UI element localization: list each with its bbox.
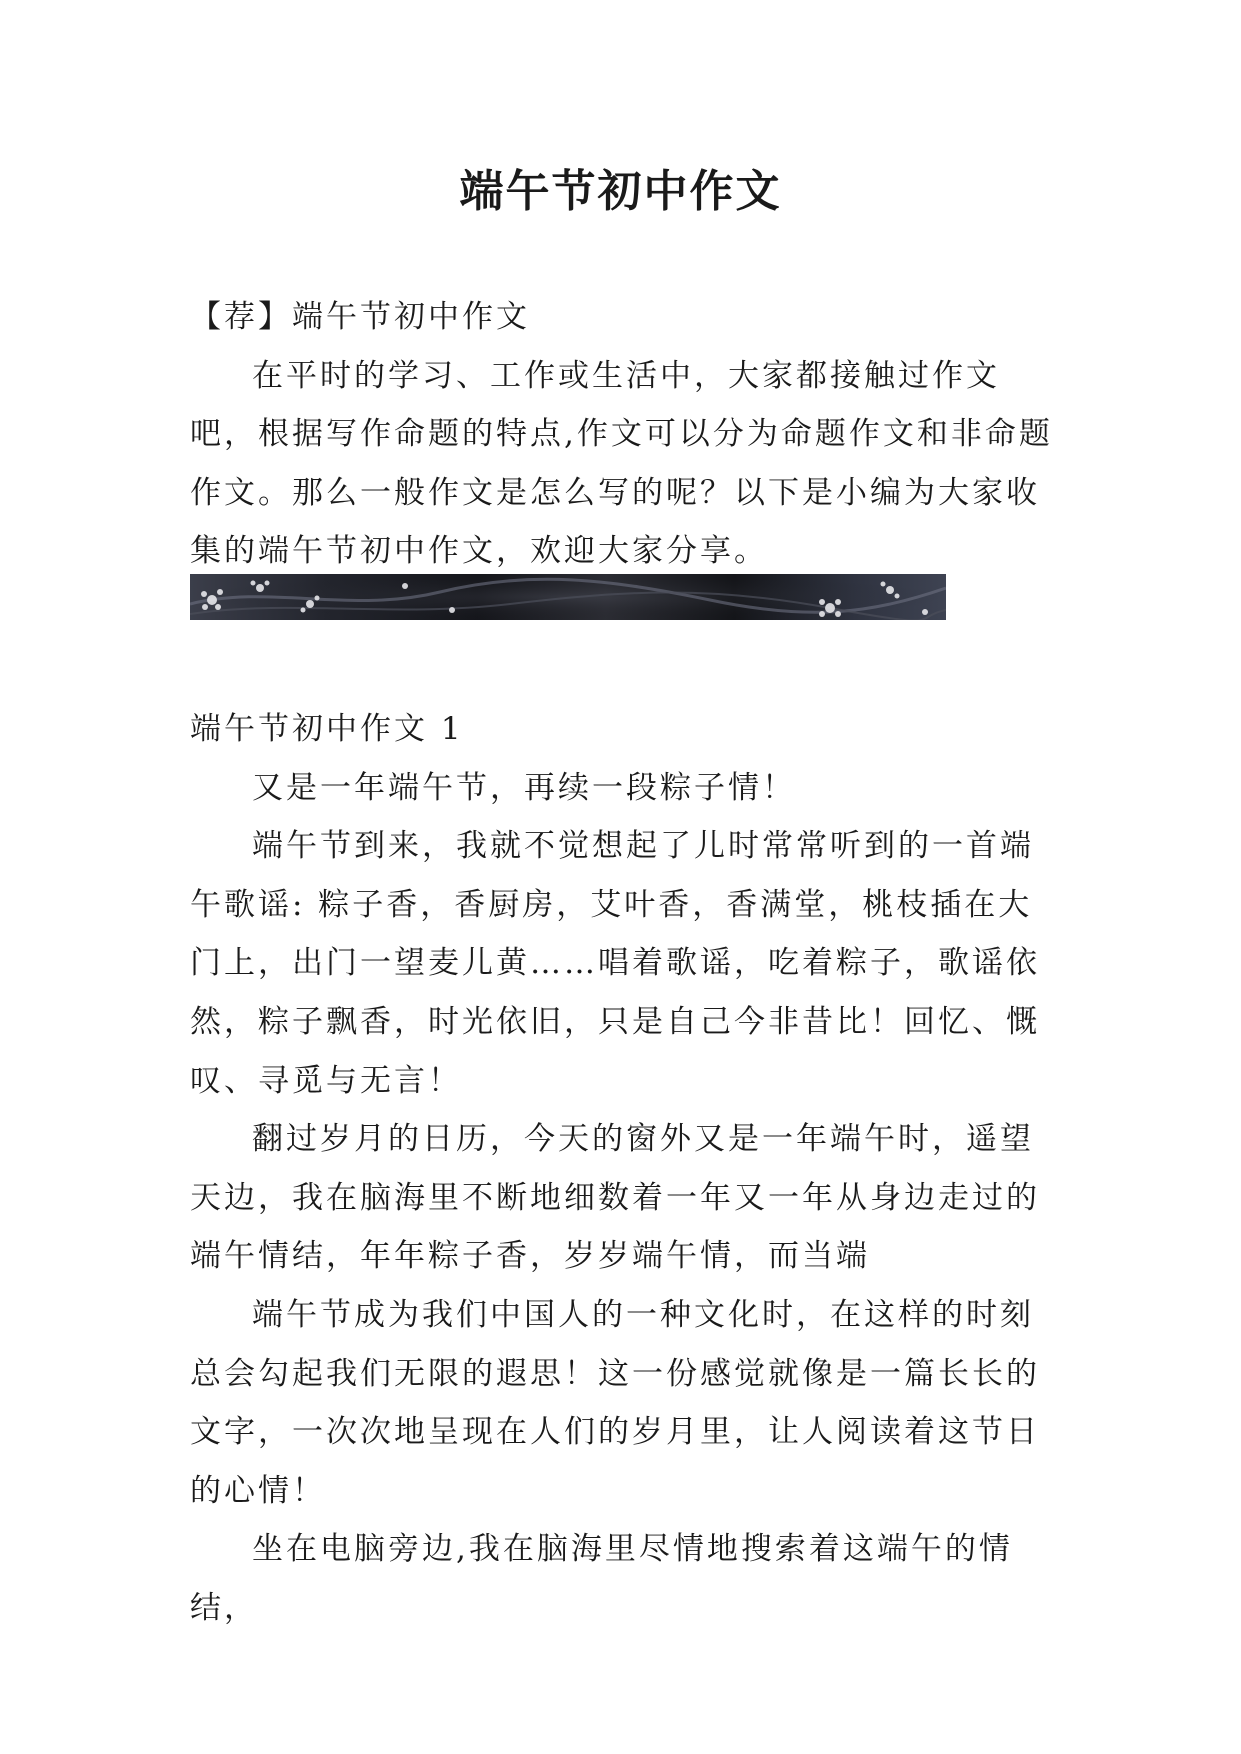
page-title: 端午节初中作文 [459,166,782,217]
essay-section [190,700,1060,1638]
essay-paragraph: 翻过岁月的日历，今天的窗外又是一年端午时，遥望天边，我在脑海里不断地细数着一年又一年从身边走过的端午情结，年年粽子香，岁岁端午情，而当端 [190,1121,1040,1275]
essay-paragraph: 又是一年端午节，再续一段粽子情！ [252,769,796,806]
intro-heading: 【荐】端午节初中作文 [190,299,530,335]
essay-paragraph: 端午节到来，我就不觉想起了儿时常常听到的一首端午歌谣: 粽子香，香厨房，艾叶香，香满堂，桃枝插在大门上，出门一望麦儿黄……唱着歌谣，吃着粽子，歌谣依然，粽子飘香，时光依旧，只是自己今非昔比！回忆、慨叹、寻觅与无言！ [190,828,1040,1099]
floral-fabric-banner-icon [190,574,946,620]
essay-heading: 端午节初中作文 1 [190,711,464,747]
banner-image [190,574,946,620]
essay-paragraph: 端午节成为我们中国人的一种文化时，在这样的时刻总会勾起我们无限的遐思！这一份感觉就像是一篇长长的文字，一次次地呈现在人们的岁月里，让人阅读着这节日的心情！ [190,1296,1040,1509]
essay-paragraph: 坐在电脑旁边,我在脑海里尽情地搜索着这端午的情结， [190,1531,1013,1626]
intro-section [190,288,1060,581]
intro-paragraph: 在平时的学习、工作或生活中，大家都接触过作文吧，根据写作命题的特点,作文可以分为命题作文和非命题作文。那么一般作文是怎么写的呢？以下是小编为大家收集的端午节初中作文，欢迎大家分享。 [190,357,1053,570]
